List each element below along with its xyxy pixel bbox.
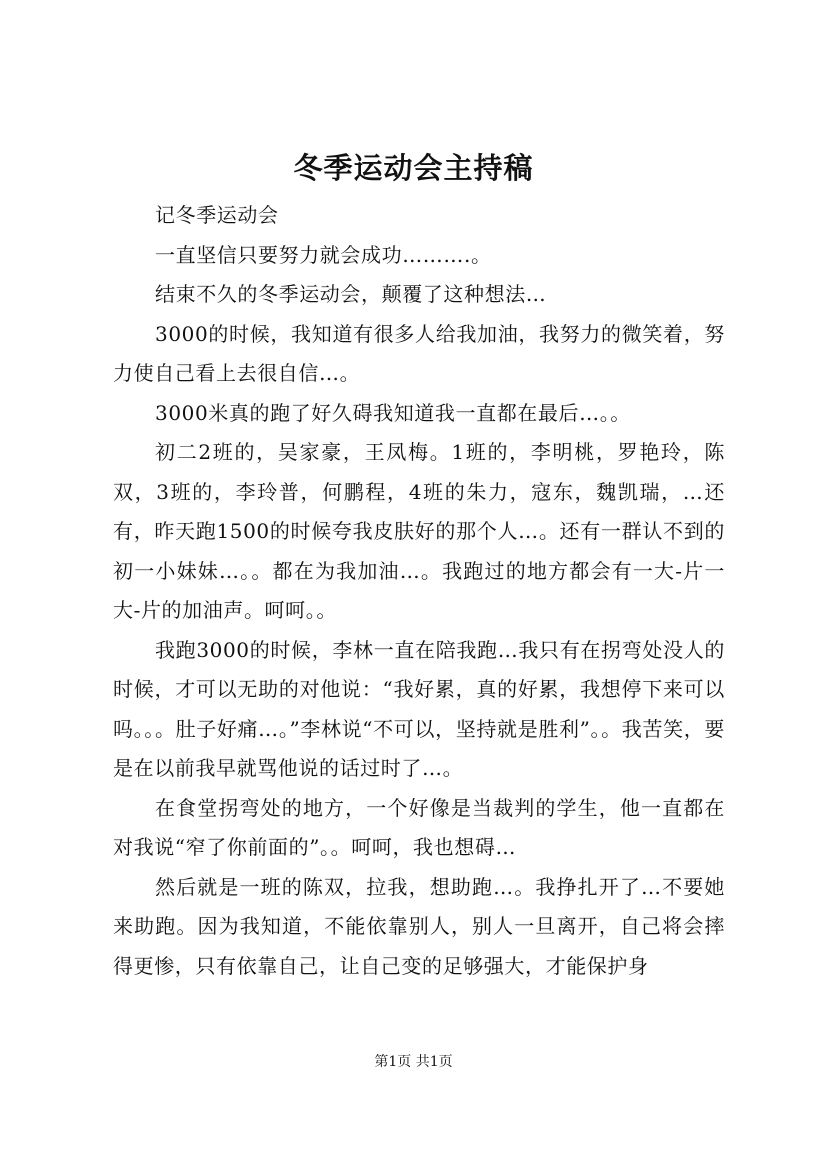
paragraph: 结束不久的冬季运动会，颠覆了这种想法… — [155, 282, 547, 306]
paragraph: 3000的时候，我知道有很多人给我加油，我努力的微笑着，努力使自己看上去很自信…。 — [113, 321, 725, 385]
paragraph: 我跑3000的时候，李林一直在陪我跑…我只有在拐弯处没人的时候，才可以无助的对他说：“我好累，真的好累，我想停下来可以吗。。。肚子好痛…。”李林说“不可以，坚持就是胜利”。。我苦笑，要是在以前我早就骂他说的话过时了…。 — [113, 637, 725, 780]
paragraph: 一直坚信只要努力就会成功……….。 — [155, 242, 492, 267]
paragraph: 初二2班的，吴家豪，王凤梅。1班的，李明桃，罗艳玲，陈双，3班的，李玲普，何鹏程，4班的朱力，寇东，魏凯瑞，…还有，昨天跑1500的时候夸我皮肤好的那个人…。还有一群认不到的初一小妹妹…。。都在为我加油…。我跑过的地方都会有一大-片一大-片的加油声。呵呵。。 — [113, 440, 725, 622]
document-body — [113, 196, 725, 986]
page-footer: 第1页 共1页 — [374, 1054, 453, 1070]
paragraph: 3000米真的跑了好久碍我知道我一直都在最后…。。 — [155, 400, 631, 425]
paragraph: 然后就是一班的陈双，拉我，想助跑…。我挣扎开了…不要她来助跑。因为我知道，不能依靠别人，别人一旦离开，自己将会摔得更惨，只有依靠自己，让自己变的足够强大，才能保护身 — [113, 874, 725, 978]
paragraph: 在食堂拐弯处的地方，一个好像是当裁判的学生，他一直都在对我说“窄了你前面的”。。呵呵，我也想碍… — [113, 795, 725, 859]
document-title: 冬季运动会主持稿 — [293, 151, 534, 185]
paragraph: 记冬季运动会 — [155, 203, 279, 227]
